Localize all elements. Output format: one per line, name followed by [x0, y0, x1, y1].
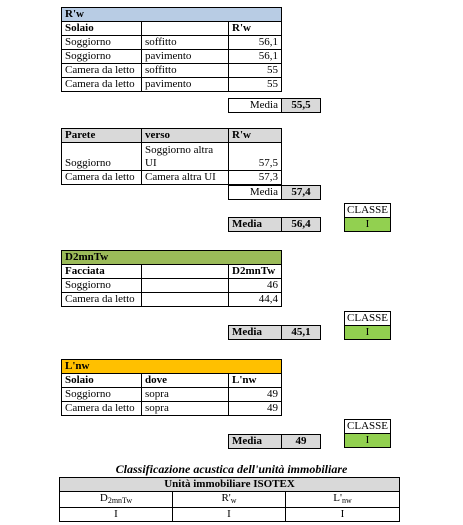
class-label: CLASSE: [345, 204, 391, 218]
rw-header-value: R'w: [229, 22, 282, 36]
lnw-title: L'nw: [62, 360, 282, 374]
cell: [142, 293, 229, 307]
rw-summary-media: [228, 217, 321, 232]
d2m-header: D2mnTw: [229, 265, 282, 279]
cell: soffitto: [142, 64, 229, 78]
class-label: CLASSE: [345, 420, 391, 434]
class-value: I: [345, 326, 391, 340]
media-label: Media: [229, 218, 282, 232]
media-label: Media: [229, 326, 282, 340]
cell: 55: [229, 78, 282, 92]
media-value: 57,4: [282, 186, 321, 200]
dove-header: dove: [142, 374, 229, 388]
media-label: Media: [229, 186, 282, 200]
cell: Camera da letto: [62, 64, 142, 78]
rw-header-blank: [142, 22, 229, 36]
table-row: [62, 36, 282, 50]
cell: sopra: [142, 402, 229, 416]
cell: pavimento: [142, 78, 229, 92]
verso-header: verso: [142, 129, 229, 143]
class-cell: I: [173, 508, 286, 522]
cell: sopra: [142, 388, 229, 402]
rw-table: [61, 7, 282, 92]
lnw-media: [228, 434, 321, 449]
lnw-col-header: $L'_{nw}$: [286, 492, 400, 508]
cell: 44,4: [229, 293, 282, 307]
cell: pavimento: [142, 50, 229, 64]
facciata-header: Facciata: [62, 265, 142, 279]
parete-table: [61, 128, 282, 185]
media-value: 49: [282, 435, 321, 449]
class-value: I: [345, 434, 391, 448]
class-label: CLASSE: [345, 312, 391, 326]
cell: Camera da letto: [62, 293, 142, 307]
lnw-header: L'nw: [229, 374, 282, 388]
parete-media: [228, 185, 321, 200]
cell: Soggiorno: [62, 279, 142, 293]
rw-header: R'w: [229, 129, 282, 143]
rw-class-box: [344, 203, 391, 232]
cell: soffitto: [142, 36, 229, 50]
classification-table: [59, 477, 400, 522]
solaio-header: Solaio: [62, 374, 142, 388]
parete-header: Parete: [62, 129, 142, 143]
rw-header-solaio: Solaio: [62, 22, 142, 36]
cell: 56,1: [229, 36, 282, 50]
cell: 57,3: [229, 171, 282, 185]
table-row: [62, 171, 282, 185]
cell: 49: [229, 388, 282, 402]
cell: Soggiorno: [62, 36, 142, 50]
media-label: Media: [229, 99, 282, 113]
media-value: 45,1: [282, 326, 321, 340]
cell: 57,5: [229, 143, 282, 171]
d2m-title: D2mnTw: [62, 251, 282, 265]
class-cell: I: [286, 508, 400, 522]
class-cell: I: [60, 508, 173, 522]
table-row: [62, 78, 282, 92]
lnw-table: [61, 359, 282, 416]
table-row: [62, 388, 282, 402]
table-row: [62, 50, 282, 64]
table-row: [62, 64, 282, 78]
cell: Soggiorno: [62, 143, 142, 171]
rw-col-header: $R'_w$: [173, 492, 286, 508]
media-value: 56,4: [282, 218, 321, 232]
media-label: Media: [229, 435, 282, 449]
table-row: [62, 402, 282, 416]
table-row: [60, 508, 400, 522]
d2m-class-box: [344, 311, 391, 340]
table-row: [62, 293, 282, 307]
cell: Camera altra UI: [142, 171, 229, 185]
cell: 56,1: [229, 50, 282, 64]
lnw-class-box: [344, 419, 391, 448]
classification-title: Classificazione acustica dell'unità immobiliare: [115, 462, 348, 476]
blank-header: [142, 265, 229, 279]
rw-media: [228, 98, 321, 113]
cell: 55: [229, 64, 282, 78]
d2m-table: [61, 250, 282, 307]
cell: Camera da letto: [62, 402, 142, 416]
table-row: [62, 143, 282, 171]
cell: Soggiorno altra UI: [142, 143, 229, 171]
cell: 46: [229, 279, 282, 293]
d2mntw-col-header: $D_{2mnTw}$: [60, 492, 173, 508]
d2m-media: [228, 325, 321, 340]
media-value: 55,5: [282, 99, 321, 113]
unit-header: Unità immobiliare ISOTEX: [60, 478, 400, 492]
cell: 49: [229, 402, 282, 416]
rw-title: R'w: [62, 8, 282, 22]
table-row: [62, 279, 282, 293]
cell: Camera da letto: [62, 78, 142, 92]
class-value: I: [345, 218, 391, 232]
cell: [142, 279, 229, 293]
cell: Soggiorno: [62, 388, 142, 402]
cell: Camera da letto: [62, 171, 142, 185]
cell: Soggiorno: [62, 50, 142, 64]
